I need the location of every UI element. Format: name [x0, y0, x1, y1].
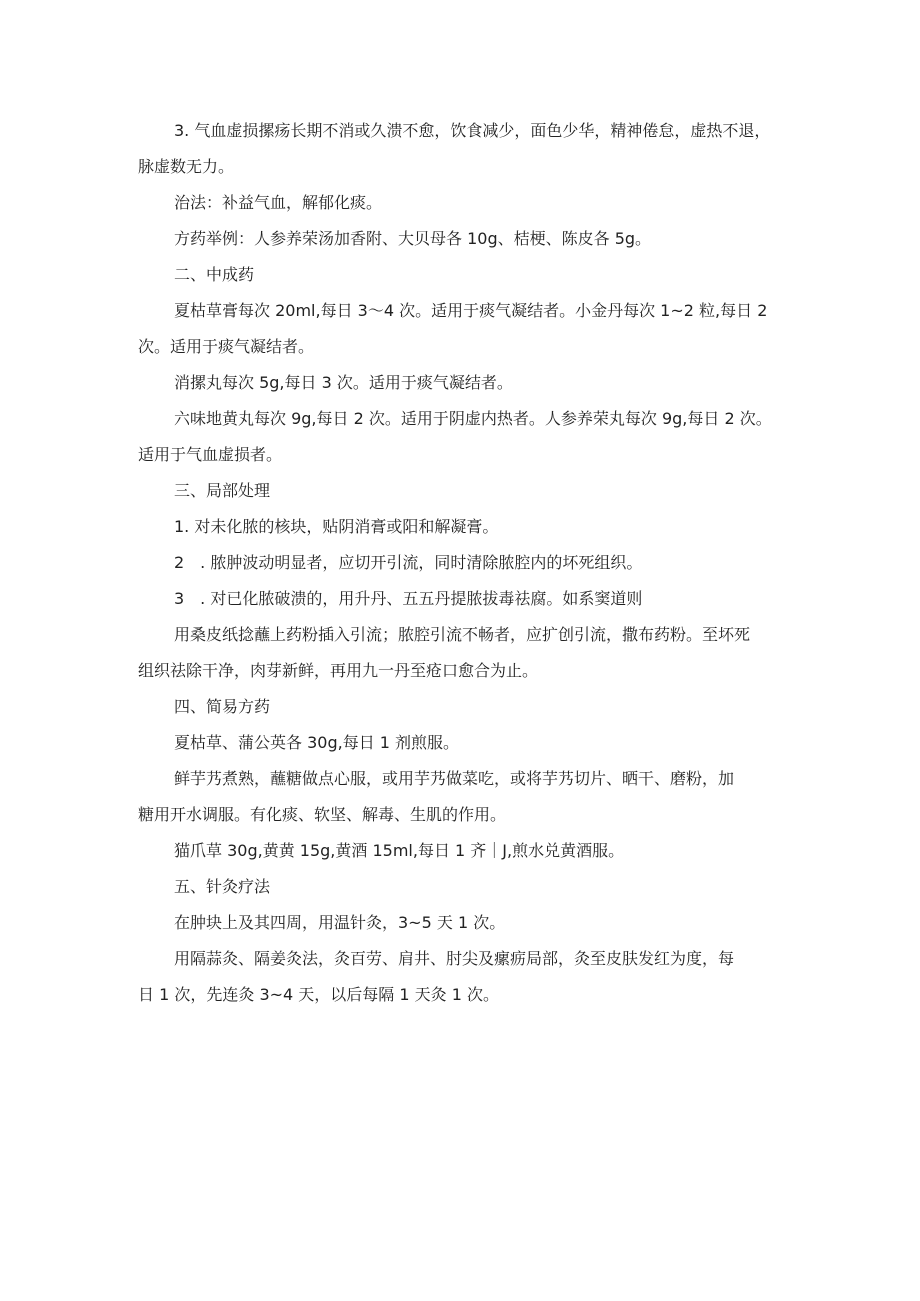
text-line: 日 1 次，先连灸 3~4 天，以后每隔 1 天灸 1 次。: [138, 985, 499, 1004]
text-line: 用桑皮纸捻蘸上药粉插入引流；脓腔引流不畅者，应扩创引流，撒布药粉。至坏死: [174, 625, 751, 644]
paragraph-fangyao: [138, 221, 798, 257]
text-line: 组织祛除干净，肉芽新鲜，再用九一丹至疮口愈合为止。: [138, 661, 539, 680]
text-line: 六味地黄丸每次 9g,每日 2 次。适用于阴虚内热者。人参养荣丸每次 9g,每日 2 次。: [174, 409, 772, 428]
text-line: 脉虚数无力。: [138, 157, 235, 176]
text-line: 次。适用于痰气凝结者。: [138, 337, 315, 356]
section-heading: 二、中成药: [174, 265, 255, 284]
paragraph-zhifa: [138, 185, 798, 221]
document-page: [138, 113, 798, 1013]
paragraph-maozhuacao: [138, 833, 798, 869]
paragraph-qixue-xusun: [138, 113, 798, 185]
text-line: 方药举例：人参养荣汤加香附、大贝母各 10g、桔梗、陈皮各 5g。: [174, 229, 652, 248]
text-line: 鲜芋艿煮熟，蘸糖做点心服，或用芋艿做菜吃，或将芋艿切片、晒干、磨粉，加: [174, 769, 735, 788]
text-line: 糖用开水调服。有化痰、软坚、解毒、生肌的作用。: [138, 805, 507, 824]
text-line: 猫爪草 30g,黄黄 15g,黄酒 15ml,每日 1 齐｜J,煎水兑黄酒服。: [174, 841, 625, 860]
text-line: 夏枯草、蒲公英各 30g,每日 1 剂煎服。: [174, 733, 460, 752]
section-heading-jianyi: [138, 689, 798, 725]
section-heading: 三、局部处理: [174, 481, 271, 500]
text-line: 治法：补益气血，解郁化痰。: [174, 193, 383, 212]
paragraph-liuwei: [138, 401, 798, 473]
text-line: 3. 气血虚损摞疡长期不消或久溃不愈，饮食减少，面色少华，精神倦怠，虚热不退，: [174, 121, 771, 140]
text-line: 适用于气血虚损者。: [138, 445, 283, 464]
text-line: 3 . 对已化脓破溃的，用升丹、五五丹提脓拔毒祛腐。如系窦道则: [174, 589, 643, 608]
section-heading-jubu: [138, 473, 798, 509]
paragraph-xiaoluowan: [138, 365, 798, 401]
text-line: 1. 对未化脓的核块，贴阴消膏或阳和解凝膏。: [174, 517, 499, 536]
paragraph-gesuanjiu: [138, 941, 798, 1013]
paragraph-xiakucao: [138, 293, 798, 365]
paragraph-wenzhenjiu: [138, 905, 798, 941]
text-line: 夏枯草膏每次 20ml,每日 3～4 次。适用于痰气凝结者。小金丹每次 1~2 粒,每日 2: [174, 301, 768, 320]
paragraph-jubu-2: [138, 545, 798, 581]
paragraph-pugongying: [138, 725, 798, 761]
text-line: 在肿块上及其四周，用温针灸，3~5 天 1 次。: [174, 913, 506, 932]
paragraph-sangpizhi: [138, 617, 798, 689]
text-line: 2 . 脓肿波动明显者，应切开引流，同时清除脓腔内的坏死组织。: [174, 553, 643, 572]
section-heading-zhongchengyao: [138, 257, 798, 293]
section-heading-zhenjiu: [138, 869, 798, 905]
paragraph-yunai: [138, 761, 798, 833]
text-line: 消摞丸每次 5g,每日 3 次。适用于痰气凝结者。: [174, 373, 513, 392]
section-heading: 五、针灸疗法: [174, 877, 271, 896]
paragraph-jubu-1: [138, 509, 798, 545]
text-line: 用隔蒜灸、隔姜灸法，灸百劳、肩井、肘尖及瘰疬局部，灸至皮肤发红为度，每: [174, 949, 735, 968]
section-heading: 四、简易方药: [174, 697, 271, 716]
paragraph-jubu-3: [138, 581, 798, 617]
